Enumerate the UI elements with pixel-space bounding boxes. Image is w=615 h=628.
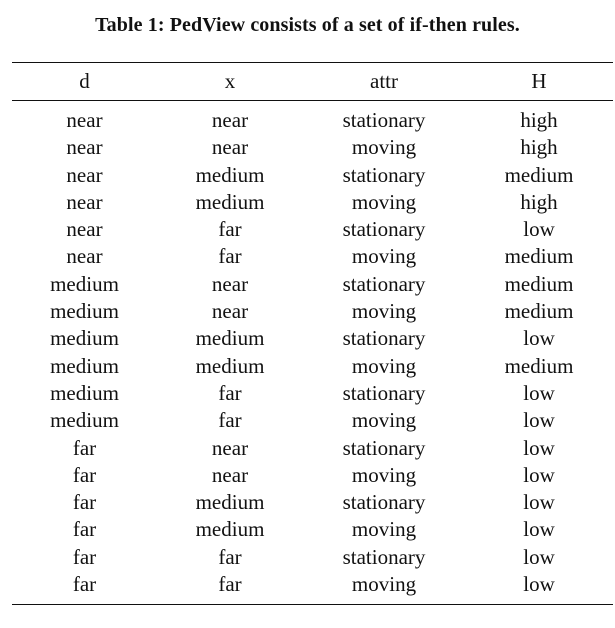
cell-h: medium bbox=[504, 244, 574, 269]
cell-h: high bbox=[520, 108, 558, 132]
cell-h: low bbox=[523, 572, 555, 597]
table-caption bbox=[0, 14, 615, 37]
rules-table-body bbox=[12, 107, 613, 598]
column-header-d: d bbox=[79, 69, 90, 93]
cell-x: far bbox=[218, 244, 242, 269]
caption-label: Table 1: bbox=[95, 14, 165, 36]
cell-attr: moving bbox=[351, 244, 417, 269]
column-header-attr: attr bbox=[370, 69, 398, 93]
cell-x: near bbox=[211, 435, 249, 460]
table-row bbox=[12, 489, 613, 516]
cell-h: low bbox=[523, 408, 555, 433]
cell-h: medium bbox=[504, 162, 574, 187]
cell-attr: stationary bbox=[342, 108, 426, 132]
cell-d: medium bbox=[50, 380, 119, 405]
cell-attr: moving bbox=[351, 517, 417, 542]
table-row bbox=[12, 380, 613, 407]
cell-h: low bbox=[523, 490, 555, 515]
cell-h: low bbox=[523, 217, 555, 242]
table-row bbox=[12, 107, 613, 134]
cell-attr: stationary bbox=[342, 435, 426, 460]
cell-attr: stationary bbox=[342, 380, 426, 405]
caption-text: PedView consists of a set of if-then rules. bbox=[169, 14, 520, 36]
cell-h: low bbox=[523, 435, 555, 460]
table-row bbox=[12, 407, 613, 434]
cell-x: near bbox=[211, 299, 249, 324]
cell-attr: moving bbox=[351, 408, 417, 433]
cell-h: low bbox=[523, 517, 555, 542]
cell-h: low bbox=[523, 380, 555, 405]
cell-attr: moving bbox=[351, 299, 417, 324]
cell-d: near bbox=[66, 108, 103, 132]
table-row bbox=[12, 516, 613, 543]
cell-attr: stationary bbox=[342, 544, 426, 569]
table-row bbox=[12, 462, 613, 489]
cell-x: far bbox=[218, 217, 242, 242]
cell-h: low bbox=[523, 462, 555, 487]
table-row bbox=[12, 216, 613, 243]
table-bottom-rule bbox=[12, 604, 613, 605]
cell-h: high bbox=[520, 189, 558, 214]
cell-x: near bbox=[211, 135, 249, 160]
table-row bbox=[12, 134, 613, 161]
column-header-x: x bbox=[224, 69, 236, 93]
cell-d: near bbox=[66, 217, 103, 242]
table-row bbox=[12, 544, 613, 571]
cell-d: medium bbox=[50, 326, 119, 351]
cell-x: far bbox=[218, 408, 242, 433]
cell-h: medium bbox=[504, 353, 574, 378]
cell-d: near bbox=[66, 244, 103, 269]
cell-attr: stationary bbox=[342, 217, 426, 242]
table-row bbox=[12, 325, 613, 352]
cell-x: medium bbox=[195, 517, 265, 542]
cell-x: medium bbox=[195, 326, 265, 351]
cell-attr: stationary bbox=[342, 490, 426, 515]
cell-x: far bbox=[218, 544, 242, 569]
cell-x: medium bbox=[195, 353, 265, 378]
cell-d: far bbox=[72, 544, 97, 569]
table-row bbox=[12, 298, 613, 325]
cell-d: near bbox=[66, 162, 103, 187]
cell-d: medium bbox=[50, 271, 119, 296]
cell-x: near bbox=[211, 108, 249, 132]
table-row bbox=[12, 271, 613, 298]
table-row bbox=[12, 435, 613, 462]
cell-d: far bbox=[72, 462, 97, 487]
cell-attr: stationary bbox=[342, 326, 426, 351]
cell-h: medium bbox=[504, 299, 574, 324]
cell-d: far bbox=[72, 435, 97, 460]
table-header bbox=[12, 68, 613, 95]
table-row bbox=[12, 571, 613, 598]
table-row bbox=[12, 189, 613, 216]
cell-d: near bbox=[66, 189, 103, 214]
cell-d: far bbox=[72, 517, 97, 542]
cell-h: high bbox=[520, 135, 558, 160]
cell-attr: stationary bbox=[342, 162, 426, 187]
header-row bbox=[12, 68, 613, 95]
table-row bbox=[12, 353, 613, 380]
rules-table bbox=[12, 107, 613, 598]
cell-d: medium bbox=[50, 299, 119, 324]
cell-attr: moving bbox=[351, 572, 417, 597]
cell-x: medium bbox=[195, 490, 265, 515]
cell-h: low bbox=[523, 544, 555, 569]
cell-h: low bbox=[523, 326, 555, 351]
cell-attr: moving bbox=[351, 462, 417, 487]
cell-d: far bbox=[72, 490, 97, 515]
cell-x: near bbox=[211, 271, 249, 296]
cell-d: medium bbox=[50, 353, 119, 378]
cell-attr: moving bbox=[351, 189, 417, 214]
table-row bbox=[12, 243, 613, 270]
cell-x: near bbox=[211, 462, 249, 487]
table-header-rule bbox=[12, 100, 613, 101]
cell-h: medium bbox=[504, 271, 574, 296]
cell-d: medium bbox=[50, 408, 119, 433]
cell-d: near bbox=[66, 135, 103, 160]
cell-attr: stationary bbox=[342, 271, 426, 296]
cell-x: medium bbox=[195, 189, 265, 214]
cell-d: far bbox=[72, 572, 97, 597]
table-row bbox=[12, 162, 613, 189]
cell-attr: moving bbox=[351, 135, 417, 160]
cell-x: far bbox=[218, 380, 242, 405]
table-top-rule bbox=[12, 62, 613, 63]
column-header-h: H bbox=[531, 69, 547, 93]
cell-attr: moving bbox=[351, 353, 417, 378]
cell-x: medium bbox=[195, 162, 265, 187]
cell-x: far bbox=[218, 572, 242, 597]
